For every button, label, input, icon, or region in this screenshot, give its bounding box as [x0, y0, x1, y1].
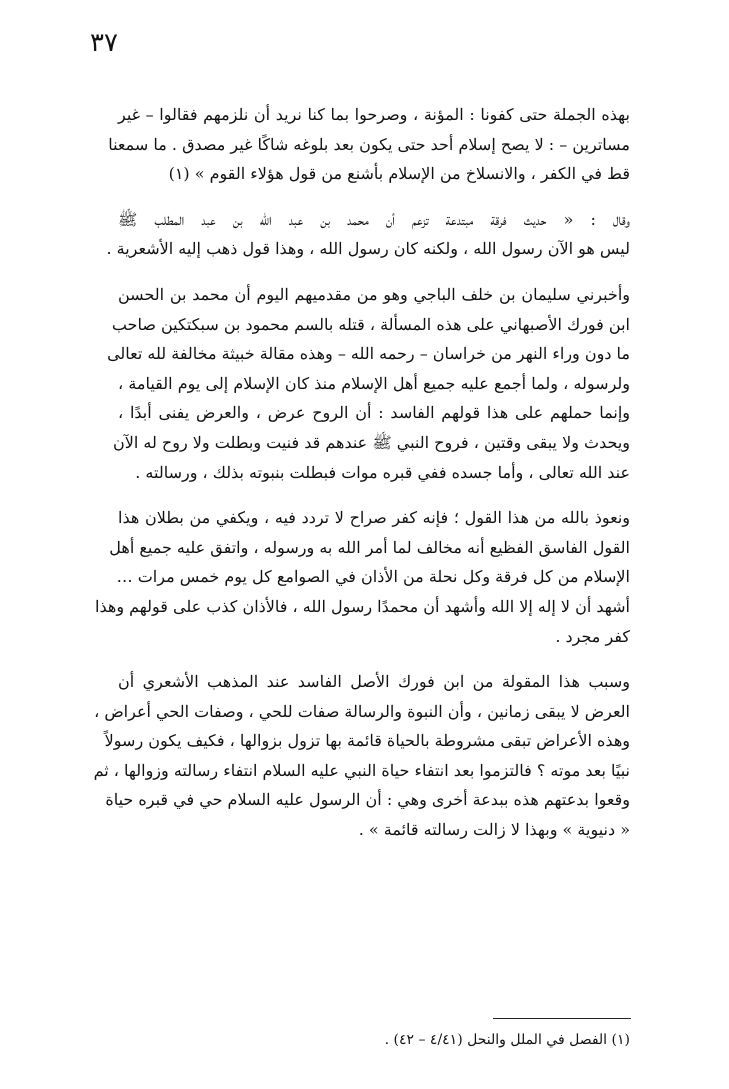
text-line: ولرسوله ، ولما أجمع عليه جميع أهل الإسلام منذ كان الإسلام إلى يوم القيامة ،: [118, 373, 630, 393]
page-number: ٣٧: [90, 28, 118, 58]
text-line: مساترين – : لا يصح إسلام أحد حتى يكون بعد بلوغه شاكًا غير مصدق . ما سمعنا: [108, 134, 630, 154]
text-line: نبيًا بعد موته ؟ فالتزموا بعد انتفاء حياة النبي عليه السلام انتفاء رسالته وزوالها ، ثم: [93, 760, 630, 780]
paragraph-4: [95, 503, 630, 651]
text-line: وقال : « حديث فرقة مبتدعة تزعم أن محمد بن عبد الله بن عبد المطلب ﷺ: [118, 209, 630, 229]
text-line: وسبب هذا المقولة من ابن فورك الأصل الفاسد عند المذهب الأشعري أن: [118, 672, 630, 692]
text-line: قط في الكفر ، والانسلاخ من الإسلام بأشنع من قول هؤلاء القوم » (١): [168, 164, 630, 184]
paragraph-2: [106, 205, 630, 264]
text-line: الإسلام من كل فرقة وكل نحلة من الأذان في الصوامع كل يوم خمس مرات …: [116, 567, 630, 587]
text-line: ويحدث ولا يبقى وقتين ، فروح النبي ﷺ عندهم قد فنيت وبطلت ولا روح له الآن: [112, 432, 630, 452]
text-line: ونعوذ بالله من هذا القول ؛ فإنه كفر صراح لا تردد فيه ، ويكفي من بطلان هذا: [118, 508, 630, 528]
text-line: ما دون وراء النهر من خراسان – رحمه الله – وهذه مقالة خبيثة مخالفة لله تعالى: [107, 344, 630, 364]
text-line: القول الفاسق الفظيع أنه مخالف لما أمر الله به ورسوله ، واتفق عليه جميع أهل: [109, 537, 630, 557]
paragraph-1: [108, 100, 630, 189]
text-line: ليس هو الآن رسول الله ، ولكنه كان رسول الله ، وهذا قول ذهب إليه الأشعرية .: [106, 239, 630, 259]
text-line: وإنما حملهم على هذا قولهم الفاسد : أن الروح عرض ، والعرض يفنى أبدًا ،: [118, 403, 630, 423]
text-line: وأخبرني سليمان بن خلف الباجي وهو من مقدميهم اليوم أن محمد بن الحسن: [118, 284, 630, 304]
text-line: أشهد أن لا إله إلا الله وأشهد أن محمدًا رسول الله ، فالأذان كذب على قولهم وهذا: [95, 596, 630, 616]
text-line: عند الله تعالى ، وأما جسده ففي قبره موات فبطلت بنبوته بذلك ، ورسالته .: [135, 462, 630, 482]
text-line: وقعوا بدعتهم هذه ببدعة أخرى وهي : أن الرسول عليه السلام حي في قبره حياة: [105, 790, 630, 810]
paragraph-3: [107, 280, 630, 487]
text-line: كفر مجرد .: [555, 626, 630, 646]
text-line: العرض لا يبقى زمانين ، وأن النبوة والرسالة صفات للحي ، وصفات الحي أعراض ،: [94, 701, 630, 721]
body-text: [93, 100, 630, 861]
text-line: وهذه الأعراض تبقى مشروطة بالحياة قائمة بها تزول بزوالها ، فكيف يكون رسولاً: [104, 731, 630, 751]
text-line: ابن فورك الأصبهاني على هذه المسألة ، قتله بالسم محمود بن سبكتكين صاحب: [111, 314, 630, 334]
paragraph-5: [93, 667, 630, 845]
text-line: « دنيوية » وبهذا لا زالت رسالته قائمة » .: [358, 820, 630, 840]
footnote-divider: [493, 1018, 631, 1019]
footnote: (١) الفصل في الملل والنحل (٤/٤١ – ٤٢) .: [384, 1032, 630, 1048]
text-line: بهذه الجملة حتى كفونا : المؤنة ، وصرحوا بما كنا نريد أن نلزمهم فقالوا – غير: [118, 105, 630, 124]
